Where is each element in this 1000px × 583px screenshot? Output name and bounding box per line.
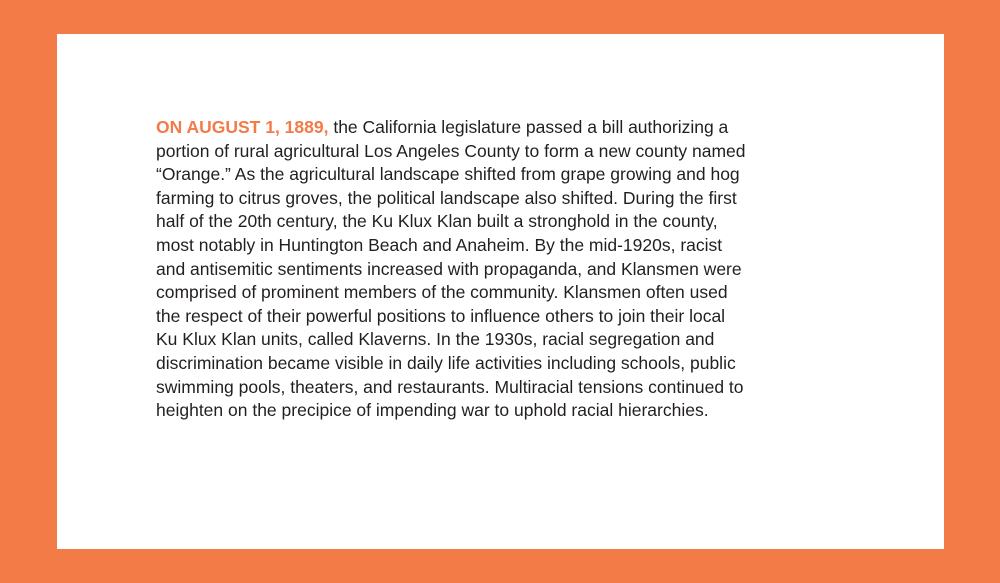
lead-date: ON AUGUST 1, 1889,	[156, 117, 329, 137]
first-line-text: the California legislature passed a bill authorizing a	[328, 117, 729, 137]
paragraph-line-2: portion of rural agricultural Los Angeles County to form a new county named	[156, 140, 746, 161]
paragraph-line-5: half of the 20th century, the Ku Klux Klan built a stronghold in the county,	[156, 211, 718, 232]
paragraph-line-11: discrimination became visible in daily life activities including schools, public	[156, 352, 736, 373]
paragraph-line-12: swimming pools, theaters, and restaurants. Multiracial tensions continued to	[156, 376, 744, 397]
paragraph-line-7: and antisemitic sentiments increased with propaganda, and Klansmen were	[156, 258, 742, 279]
paragraph-line-9: the respect of their powerful positions to influence others to join their local	[156, 305, 726, 326]
history-paragraph	[156, 116, 856, 423]
paragraph-line-10: Ku Klux Klan units, called Klaverns. In the 1930s, racial segregation and	[156, 329, 715, 350]
paragraph-line-4: farming to citrus groves, the political landscape also shifted. During the first	[156, 187, 737, 208]
paragraph-line-1	[156, 116, 856, 140]
content-panel	[57, 34, 944, 549]
paragraph-line-3: “Orange.” As the agricultural landscape shifted from grape growing and hog	[156, 164, 740, 185]
paragraph-line-13: heighten on the precipice of impending war to uphold racial hierarchies.	[156, 400, 709, 421]
paragraph-line-8: comprised of prominent members of the community. Klansmen often used	[156, 282, 728, 303]
paragraph-line-6: most notably in Huntington Beach and Anaheim. By the mid-1920s, racist	[156, 234, 723, 255]
